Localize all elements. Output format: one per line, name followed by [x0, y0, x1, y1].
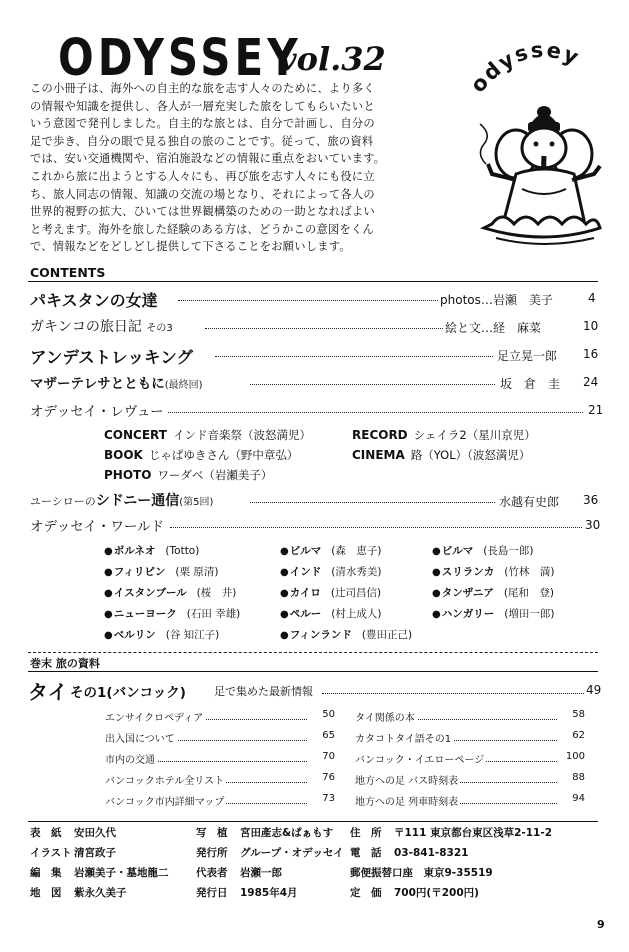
toc-title: シドニー通信	[95, 493, 180, 509]
review-text: シェイラ2（星川京児）	[413, 428, 536, 442]
world-item[interactable]	[432, 564, 554, 579]
thai-sub-page: 100	[565, 751, 585, 762]
staff-rule	[28, 821, 598, 822]
world-item[interactable]	[280, 606, 381, 621]
review-item[interactable]	[352, 427, 536, 443]
toc-title: アンデストレッキング	[30, 348, 194, 367]
thai-sub-title: エンサイクロペディア	[105, 709, 205, 724]
staff-label: 住 所	[350, 827, 382, 839]
world-place: ニューヨーク	[113, 608, 177, 620]
toc-leader	[178, 300, 438, 301]
intro-line: いう意図で発刊しました。自主的な旅とは、自分で計画し、自分の	[30, 117, 375, 131]
page-number: 9	[597, 918, 605, 931]
bullet-icon: ●	[280, 588, 289, 599]
toc-prefix: ユーシローの	[30, 495, 96, 508]
world-author: (辻司昌信)	[330, 587, 382, 599]
toc-tagline: 足で集めた最新情報	[214, 685, 313, 698]
review-item[interactable]	[352, 447, 530, 463]
review-text: ワーダベ（岩瀬美子）	[157, 468, 273, 482]
toc-title: タイ	[28, 680, 68, 704]
review-text: じゃぱゆきさん（野中章弘）	[148, 448, 299, 462]
review-text: 路（YOL）（波怒満児）	[410, 448, 531, 462]
bullet-icon: ●	[432, 609, 441, 620]
toc-leader	[250, 502, 495, 503]
bullet-icon: ●	[104, 630, 113, 641]
intro-line: これから旅に出ようとする人々にも、再び旅を志す人々にも役に立	[30, 169, 375, 183]
staff-entry	[350, 845, 468, 860]
world-author: (長島一郎)	[483, 545, 534, 557]
intro-line: 世界的視野の拡大、ひいては世界観構築のための一助となればよい	[30, 205, 375, 219]
world-author: (Totto)	[165, 545, 200, 557]
staff-entry	[30, 845, 116, 860]
staff-value: 〒111 東京都台東区浅草2-11-2	[394, 827, 553, 839]
thai-sub-page: 70	[322, 751, 335, 762]
thai-sub-item[interactable]	[355, 793, 585, 809]
appendix-label: 巻末 旅の資料	[30, 657, 100, 670]
staff-label: 地 図	[30, 887, 62, 899]
toc-author: 絵と文…経 麻菜	[445, 321, 542, 335]
toc-title: オデッセイ・ワールド	[30, 519, 165, 535]
thai-sub-item[interactable]	[355, 751, 585, 767]
toc-page: 4	[588, 291, 596, 305]
thai-sub-item[interactable]	[355, 730, 585, 746]
intro-line: で、情報などをどしどし提供して下さることをお願いします。	[30, 240, 351, 254]
world-place: タンザニア	[441, 587, 494, 599]
thai-sub-page: 62	[572, 730, 585, 741]
bullet-icon: ●	[280, 630, 289, 641]
bullet-icon: ●	[104, 588, 113, 599]
world-author: (石田 幸雄)	[186, 608, 241, 620]
thai-sub-item[interactable]	[105, 730, 335, 746]
staff-value: 03-841-8321	[394, 847, 469, 859]
thai-sub-item[interactable]	[355, 772, 585, 788]
intro-line: では、安い交通機関や、宿泊施設などの情報に重点をおいています。	[30, 152, 386, 166]
toc-subtitle: (最終回)	[164, 380, 203, 391]
toc-leader	[322, 693, 584, 694]
thai-sub-title: 出入国について	[105, 730, 177, 745]
staff-value: 1985年4月	[240, 887, 298, 899]
staff-entry	[196, 885, 298, 900]
world-place: ビルマ	[289, 545, 322, 557]
world-item[interactable]	[104, 585, 236, 600]
world-place: インド	[289, 566, 322, 578]
thai-sub-item[interactable]	[355, 709, 585, 725]
staff-label: 写 植	[196, 827, 228, 839]
toc-subtitle: その3	[146, 323, 173, 334]
bullet-icon: ●	[104, 609, 113, 620]
world-place: イスタンブール	[113, 587, 187, 599]
intro-line: 足で歩き、自分の眼で見る独自の旅のことです。従って、旅の資料	[30, 134, 374, 148]
staff-value: 岩瀬美子・墓地龍二	[74, 867, 169, 879]
intro-paragraph	[30, 80, 475, 256]
toc-title: マザーテレサとともに	[30, 376, 165, 392]
staff-label: 表 紙	[30, 827, 62, 839]
thai-sub-title: 地方への足 列車時刻表	[355, 793, 460, 808]
staff-value: グループ・オデッセイ	[240, 847, 344, 859]
thai-sub-item[interactable]	[105, 709, 335, 725]
intro-line: と考えます。海外を旅した経験のある方は、どうかこの意図をくん	[30, 222, 375, 236]
toc-leader	[205, 328, 443, 329]
thai-sub-title: バンコック・イエローページ	[355, 751, 486, 766]
contents-rule	[28, 281, 598, 282]
thai-sub-title: タイ関係の本	[355, 709, 417, 724]
thai-sub-title: 地方への足 バス時刻表	[355, 772, 460, 787]
bullet-icon: ●	[104, 546, 113, 557]
world-item[interactable]	[104, 564, 218, 579]
staff-value: 郵便振替口座 東京9-35519	[350, 867, 493, 879]
staff-entry	[196, 825, 333, 840]
review-category: RECORD	[352, 428, 408, 442]
thai-sub-title: バンコック市内詳細マップ	[105, 793, 226, 808]
toc-page: 21	[588, 403, 604, 417]
thai-sub-page: 76	[322, 772, 335, 783]
mascot-label: odyssey	[465, 37, 584, 98]
world-item[interactable]	[280, 543, 381, 558]
staff-value: 紫永久美子	[74, 887, 127, 899]
thai-sub-item[interactable]	[105, 793, 335, 809]
toc-author: 水越有史郎	[499, 495, 560, 509]
intro-line: ち、旅人同志の情報、知識の交流の場となり、それによって各人の	[30, 187, 375, 201]
toc-author: 足立晃一郎	[497, 349, 558, 363]
toc-title: オデッセイ・レヴュー	[30, 404, 164, 420]
staff-entry	[30, 885, 127, 900]
world-place: ハンガリー	[441, 608, 495, 620]
world-author: (豊田正己)	[361, 629, 413, 641]
staff-entry	[350, 885, 479, 900]
masthead-title: ODYSSEY	[58, 28, 302, 87]
staff-value: 宮田產志&ぱぁもす	[240, 827, 334, 839]
review-category: CONCERT	[104, 428, 167, 442]
world-place: ビルマ	[441, 545, 474, 557]
world-place: カイロ	[289, 587, 321, 599]
staff-label: 代表者	[196, 867, 228, 879]
world-item[interactable]	[104, 627, 219, 642]
staff-value: 700円(〒200円)	[394, 887, 479, 899]
world-place: ペルー	[289, 608, 322, 620]
review-category: BOOK	[104, 448, 143, 462]
toc-subtitle: その1(バンコック)	[70, 685, 186, 701]
world-place: ボルネオ	[113, 545, 156, 557]
toc-title: ガキンコの旅日記	[30, 319, 142, 335]
thai-sub-list	[105, 709, 605, 813]
staff-entry	[350, 825, 552, 840]
world-author: (桜 井)	[196, 587, 237, 599]
toc-title: パキスタンの女達	[30, 291, 158, 310]
thai-sub-title: カタコトタイ語その1	[355, 730, 453, 745]
toc-page: 24	[583, 375, 599, 389]
staff-entry	[196, 865, 282, 880]
world-item[interactable]	[280, 585, 381, 600]
staff-label: 電 話	[350, 847, 382, 859]
staff-value: 安田久代	[74, 827, 116, 839]
thai-sub-item[interactable]	[105, 772, 335, 788]
thai-sub-page: 88	[572, 772, 585, 783]
toc-leader	[168, 412, 583, 413]
world-place: フィンランド	[289, 629, 352, 641]
staff-label: 発行所	[196, 847, 228, 859]
bullet-icon: ●	[280, 609, 289, 620]
staff-entry	[196, 845, 344, 860]
toc-author: 坂 倉 圭	[500, 377, 561, 391]
bullet-icon: ●	[432, 588, 441, 599]
toc-page: 10	[583, 319, 599, 333]
thai-sub-page: 73	[322, 793, 335, 804]
world-author: (村上成人)	[331, 608, 382, 620]
world-item[interactable]	[280, 627, 412, 642]
staff-entry	[30, 825, 116, 840]
appendix-rule-bottom	[28, 671, 598, 672]
world-item[interactable]	[432, 585, 554, 600]
world-author: (栗 原清)	[175, 566, 219, 578]
svg-text:odyssey	[466, 38, 584, 98]
world-item[interactable]	[432, 606, 554, 621]
toc-leader	[170, 527, 582, 528]
intro-line: の情報や知識を提供し、各人が一層充実した旅をしてもらいたいと	[30, 99, 375, 113]
world-item[interactable]	[104, 543, 199, 558]
world-author: (清水秀美)	[331, 566, 382, 578]
world-item[interactable]	[280, 564, 381, 579]
world-author: (尾和 登)	[503, 587, 555, 599]
toc-page: 49	[586, 683, 602, 697]
bullet-icon: ●	[432, 546, 441, 557]
toc-leader	[215, 356, 493, 357]
world-author: (竹林 満)	[504, 566, 555, 578]
thai-sub-page: 94	[572, 793, 585, 804]
toc-page: 30	[585, 518, 601, 532]
thai-sub-page: 65	[322, 730, 335, 741]
staff-label: イラスト	[30, 847, 72, 859]
world-item[interactable]	[104, 606, 240, 621]
world-place: ベルリン	[113, 629, 156, 641]
toc-author: photos…岩瀬 美子	[440, 293, 553, 307]
volume-number: vol.32	[278, 40, 386, 78]
review-category: PHOTO	[104, 468, 152, 482]
staff-label: 定 価	[350, 887, 382, 899]
appendix-rule	[28, 652, 598, 653]
review-item[interactable]	[104, 447, 298, 463]
world-place: スリランカ	[441, 566, 495, 578]
review-category: CINEMA	[352, 448, 405, 462]
ganesha-illustration	[462, 24, 614, 254]
review-item[interactable]	[104, 427, 311, 443]
thai-sub-item[interactable]	[105, 751, 335, 767]
toc-page: 36	[583, 493, 599, 507]
world-author: (森 恵子)	[331, 545, 382, 557]
staff-label: 編 集	[30, 867, 62, 879]
bullet-icon: ●	[280, 546, 289, 557]
thai-sub-title: 市内の交通	[105, 751, 157, 766]
intro-line: この小冊子は、海外への自主的な旅を志す人々のために、より多く	[30, 82, 375, 95]
review-text: インド音楽祭（波怒満児）	[172, 428, 311, 442]
staff-entry	[350, 865, 493, 880]
toc-leader	[250, 384, 495, 385]
thai-sub-title: バンコックホテル全リスト	[105, 772, 226, 787]
toc-page: 16	[583, 347, 599, 361]
thai-sub-page: 50	[322, 709, 335, 720]
staff-value: 岩瀬一郎	[240, 867, 282, 879]
contents-heading: CONTENTS	[30, 265, 106, 280]
world-author: (谷 知江子)	[165, 629, 220, 641]
toc-subtitle: (第5回)	[179, 497, 214, 508]
bullet-icon: ●	[280, 567, 289, 578]
world-author: (増田一郎)	[504, 608, 555, 620]
bullet-icon: ●	[432, 567, 441, 578]
staff-entry	[30, 865, 169, 880]
bullet-icon: ●	[104, 567, 113, 578]
staff-value: 清宮政子	[74, 847, 116, 859]
world-place: フィリピン	[113, 566, 166, 578]
staff-label: 発行日	[196, 887, 228, 899]
review-item[interactable]	[104, 467, 272, 483]
thai-sub-page: 58	[572, 709, 585, 720]
world-item[interactable]	[432, 543, 533, 558]
